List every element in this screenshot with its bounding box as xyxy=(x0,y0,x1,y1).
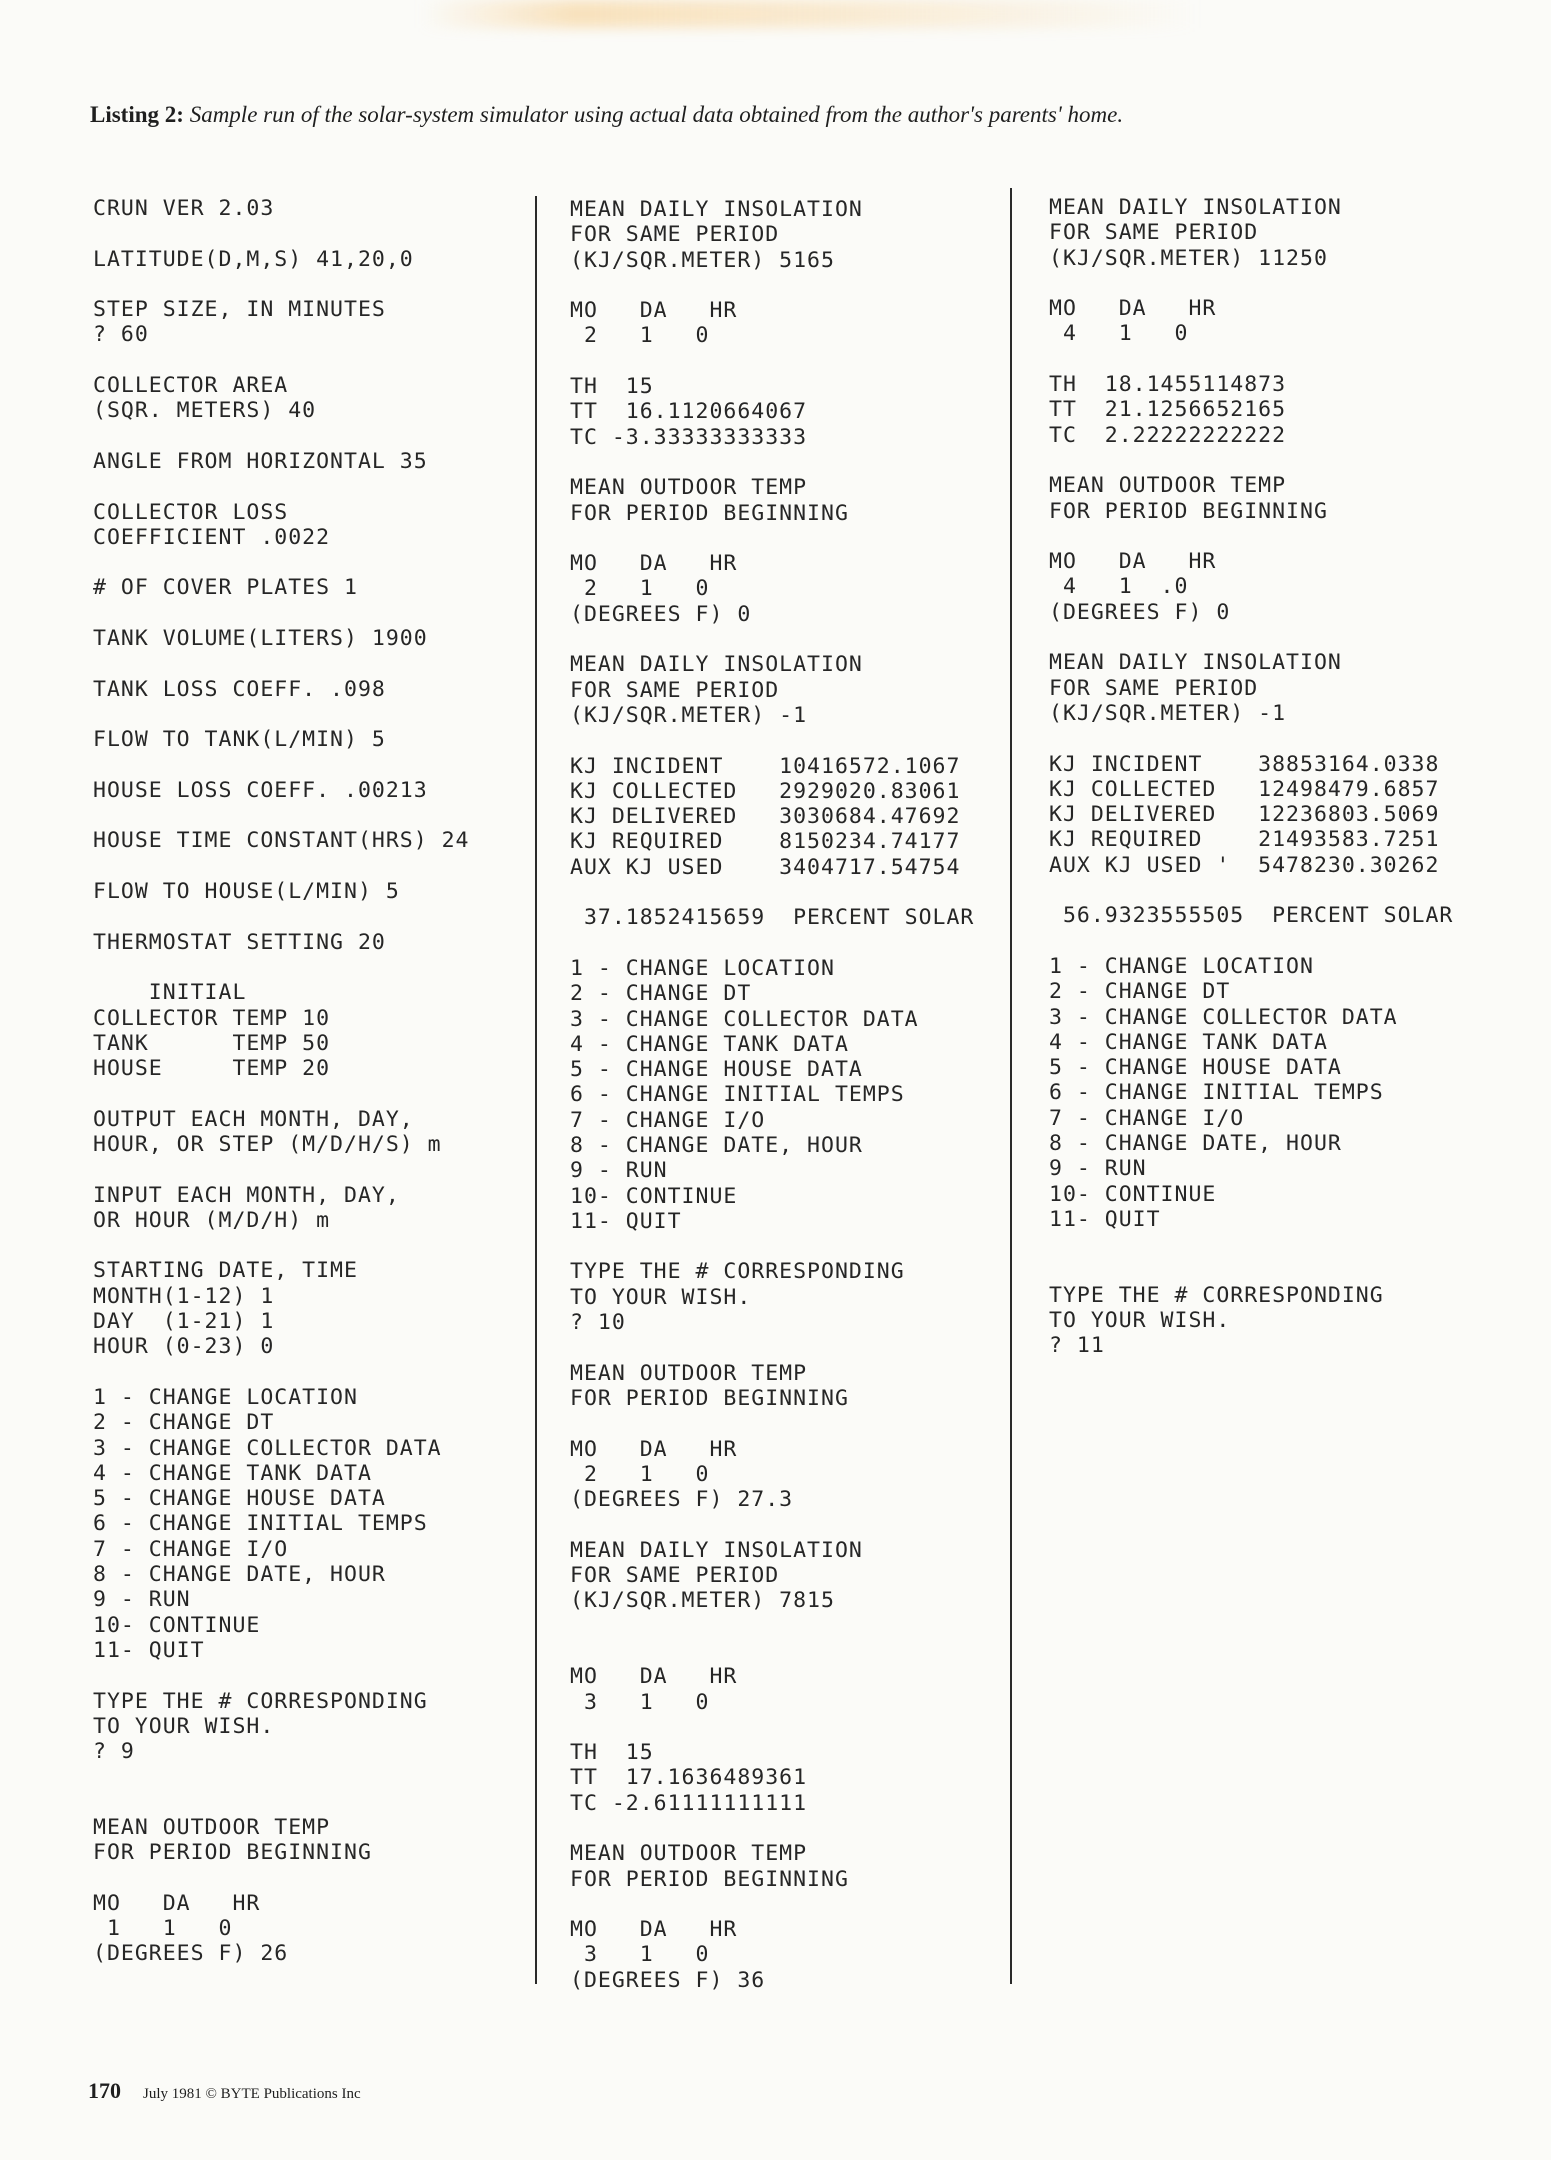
publication-credit: July 1981 © BYTE Publications Inc xyxy=(143,2086,361,2102)
page-number: 170 xyxy=(88,2078,121,2103)
column-divider xyxy=(1010,188,1012,1984)
print-smudge xyxy=(420,0,1200,28)
caption-label: Listing 2: xyxy=(90,102,184,127)
listing-column-1: CRUN VER 2.03 LATITUDE(D,M,S) 41,20,0 STEP SIZE, IN MINUTES ? 60 COLLECTOR AREA (SQR. METERS) 40 ANGLE FROM HORIZONTAL 35 COLLECTOR LOSS COEFFICIENT .0022 # OF COVER PLATES 1 TANK VOLUME(LITERS) 1900 TANK LOSS COEFF. .098 FLOW TO TANK(L/MIN) 5 HOUSE LOSS COEFF. .00213 HOUSE TIME CONSTANT(HRS) 24 FLOW TO HOUSE(L/MIN) 5 THERMOSTAT SETTING 20 INITIAL COLLECTOR TEMP 10 TANK TEMP 50 HOUSE TEMP 20 OUTPUT EACH MONTH, DAY, HOUR, OR STEP (M/D/H/S) m INPUT EACH MONTH, DAY, OR HOUR (M/D/H) m STARTING DATE, TIME MONTH(1-12) 1 DAY (1-21) 1 HOUR (0-23) 0 1 - CHANGE LOCATION 2 - CHANGE DT 3 - CHANGE COLLECTOR DATA 4 - CHANGE TANK DATA 5 - CHANGE HOUSE DATA 6 - CHANGE INITIAL TEMPS 7 - CHANGE I/O 8 - CHANGE DATE, HOUR 9 - RUN 10- CONTINUE 11- QUIT TYPE THE # CORRESPONDING TO YOUR WISH. ? 9 MEAN OUTDOOR TEMP FOR PERIOD BEGINNING MO DA HR 1 1 0 (DEGREES F) 26 xyxy=(93,196,470,1967)
column-divider xyxy=(535,196,537,1984)
caption-text: Sample run of the solar-system simulator using actual data obtained from the author's parents' home. xyxy=(189,102,1124,127)
listing-column-3: MEAN DAILY INSOLATION FOR SAME PERIOD (KJ/SQR.METER) 11250 MO DA HR 4 1 0 TH 18.1455114873 TT 21.1256652165 TC 2.22222222222 MEAN OUTDOOR TEMP FOR PERIOD BEGINNING MO DA HR 4 1 .0 (DEGREES F) 0 MEAN DAILY INSOLATION FOR SAME PERIOD (KJ/SQR.METER) -1 KJ INCIDENT 38853164.0338 KJ COLLECTED 12498479.6857 KJ DELIVERED 12236803.5069 KJ REQUIRED 21493583.7251 AUX KJ USED ' 5478230.30262 56.9323555505 PERCENT SOLAR 1 - CHANGE LOCATION 2 - CHANGE DT 3 - CHANGE COLLECTOR DATA 4 - CHANGE TANK DATA 5 - CHANGE HOUSE DATA 6 - CHANGE INITIAL TEMPS 7 - CHANGE I/O 8 - CHANGE DATE, HOUR 9 - RUN 10- CONTINUE 11- QUIT TYPE THE # CORRESPONDING TO YOUR WISH. ? 11 xyxy=(1049,195,1454,1359)
page-footer xyxy=(88,2078,361,2104)
listing-caption xyxy=(90,100,1490,130)
listing-column-2: MEAN DAILY INSOLATION FOR SAME PERIOD (KJ/SQR.METER) 5165 MO DA HR 2 1 0 TH 15 TT 16.1120664067 TC -3.33333333333 MEAN OUTDOOR TEMP FOR PERIOD BEGINNING MO DA HR 2 1 0 (DEGREES F) 0 MEAN DAILY INSOLATION FOR SAME PERIOD (KJ/SQR.METER) -1 KJ INCIDENT 10416572.1067 KJ COLLECTED 2929020.83061 KJ DELIVERED 3030684.47692 KJ REQUIRED 8150234.74177 AUX KJ USED 3404717.54754 37.1852415659 PERCENT SOLAR 1 - CHANGE LOCATION 2 - CHANGE DT 3 - CHANGE COLLECTOR DATA 4 - CHANGE TANK DATA 5 - CHANGE HOUSE DATA 6 - CHANGE INITIAL TEMPS 7 - CHANGE I/O 8 - CHANGE DATE, HOUR 9 - RUN 10- CONTINUE 11- QUIT TYPE THE # CORRESPONDING TO YOUR WISH. ? 10 MEAN OUTDOOR TEMP FOR PERIOD BEGINNING MO DA HR 2 1 0 (DEGREES F) 27.3 MEAN DAILY INSOLATION FOR SAME PERIOD (KJ/SQR.METER) 7815 MO DA HR 3 1 0 TH 15 TT 17.1636489361 TC -2.61111111111 MEAN OUTDOOR TEMP FOR PERIOD BEGINNING MO DA HR 3 1 0 (DEGREES F) 36 xyxy=(570,197,975,1993)
